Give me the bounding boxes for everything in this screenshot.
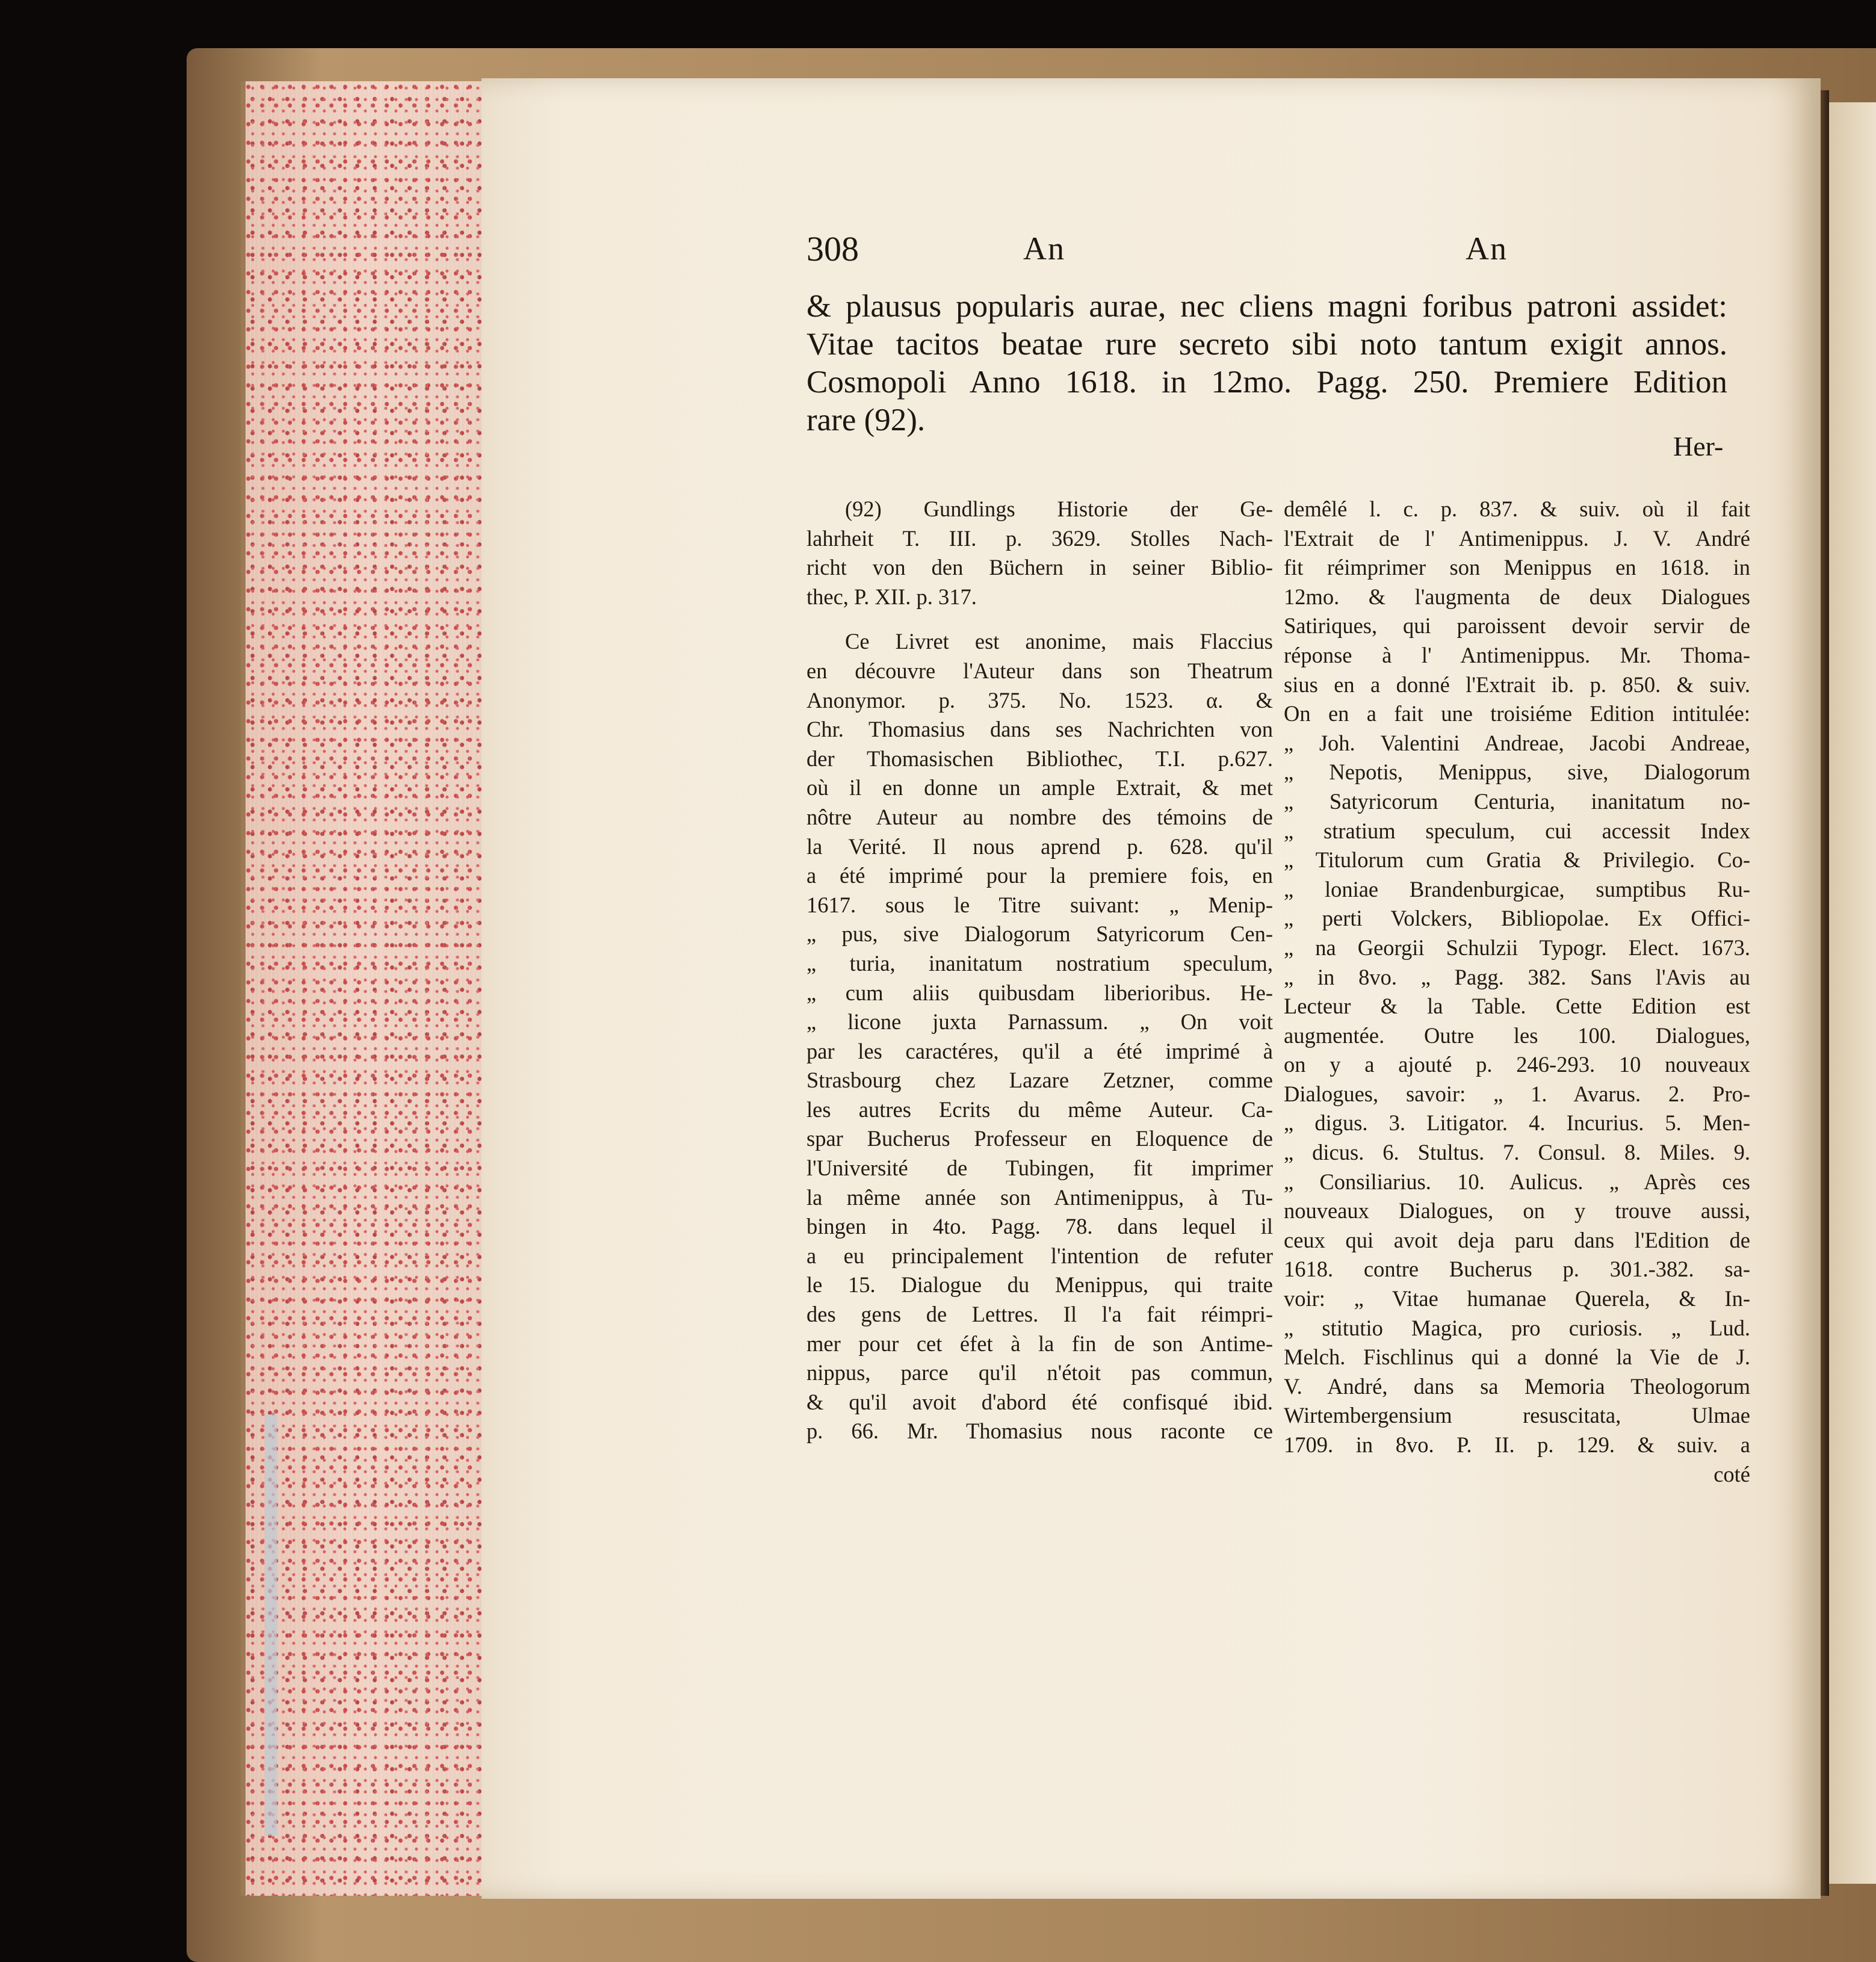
- column-line: nouveaux Dialogues, on y trouve aussi,: [1284, 1198, 1750, 1224]
- column-line: „ stratium speculum, cui accessit Index: [1284, 818, 1750, 843]
- column-line: nôtre Auteur au nombre des témoins de: [806, 804, 1273, 829]
- right-column: [1284, 495, 1750, 1489]
- main-text-line: rare (92).: [806, 403, 926, 438]
- catchword-column: coté: [1713, 1461, 1750, 1487]
- column-line: 1617. sous le Titre suivant: „ Menip-: [806, 892, 1273, 917]
- column-line: „ turia, inanitatum nostratium speculum,: [806, 950, 1273, 976]
- column-line: a été imprimé pour la premiere fois, en: [806, 863, 1273, 888]
- column-line: „ Joh. Valentini Andreae, Jacobi Andreae,: [1284, 730, 1750, 755]
- column-line: der Thomasischen Bibliothec, T.I. p.627.: [806, 746, 1273, 771]
- column-line: spar Bucherus Professeur en Eloquence de: [806, 1126, 1273, 1151]
- footnote-line: lahrheit T. III. p. 3629. Stolles Nach-: [806, 525, 1273, 551]
- column-line: Strasbourg chez Lazare Zetzner, comme: [806, 1068, 1273, 1093]
- running-head-left: An: [1023, 231, 1065, 267]
- footnote-line: (92) Gundlings Historie der Ge-: [845, 497, 1273, 521]
- column-line: ceux qui avoit deja paru dans l'Edition de: [1284, 1227, 1750, 1252]
- main-text-line: & plausus popularis aurae, nec cliens magni foribus patroni assidet:: [806, 289, 1727, 324]
- column-line: „ perti Volckers, Bibliopolae. Ex Offici-: [1284, 906, 1750, 931]
- column-line: Chr. Thomasius dans ses Nachrichten von: [806, 717, 1273, 742]
- column-line: „ na Georgii Schulzii Typogr. Elect. 1673.: [1284, 935, 1750, 960]
- column-line: on y a ajouté p. 246-293. 10 nouveaux: [1284, 1052, 1750, 1077]
- column-line: a eu principalement l'intention de refuter: [806, 1243, 1273, 1268]
- column-line: mer pour cet éfet à la fin de son Antime-: [806, 1331, 1273, 1356]
- column-line: „ Nepotis, Menippus, sive, Dialogorum: [1284, 760, 1750, 785]
- column-line: Wirtembergensium resuscitata, Ulmae: [1284, 1403, 1750, 1428]
- column-line: en découvre l'Auteur dans son Theatrum: [806, 658, 1273, 683]
- column-line: l'Extrait de l' Antimenippus. J. V. André: [1284, 525, 1750, 551]
- main-text-line: Cosmopoli Anno 1618. in 12mo. Pagg. 250. Premiere Edition: [806, 365, 1727, 400]
- column-line: „ digus. 3. Litigator. 4. Incurius. 5. Men-: [1284, 1110, 1750, 1136]
- page-number: 308: [806, 229, 859, 268]
- page-edges-tint: [265, 1414, 277, 1836]
- column-line: p. 66. Mr. Thomasius nous raconte ce: [806, 1419, 1273, 1444]
- column-line: le 15. Dialogue du Menippus, qui traite: [806, 1272, 1273, 1298]
- column-line: les autres Ecrits du même Auteur. Ca-: [806, 1097, 1273, 1122]
- column-line: On en a fait une troisiéme Edition intitulée:: [1284, 701, 1750, 726]
- column-line: bingen in 4to. Pagg. 78. dans lequel il: [806, 1214, 1273, 1239]
- column-line: Melch. Fischlinus qui a donné la Vie de J.: [1284, 1345, 1750, 1370]
- column-line: demêlé l. c. p. 837. & suiv. où il fait: [1284, 497, 1750, 521]
- column-line: fit réimprimer son Menippus en 1618. in: [1284, 555, 1750, 580]
- footnote-line: richt von den Büchern in seiner Biblio-: [806, 555, 1273, 580]
- column-line: „ Consiliarius. 10. Aulicus. „ Après ces: [1284, 1169, 1750, 1194]
- column-line: Ce Livret est anonime, mais Flaccius: [845, 629, 1273, 654]
- facing-page-edge: [1829, 102, 1876, 1884]
- running-head-right: An: [1466, 231, 1508, 267]
- main-text-block: [806, 288, 1727, 439]
- column-line: & qu'il avoit d'abord été confisqué ibid.: [806, 1389, 1273, 1414]
- column-line: Anonymor. p. 375. No. 1523. α. &: [806, 687, 1273, 713]
- main-text-line: Vitae tacitos beatae rure secreto sibi noto tantum exigit annos.: [806, 327, 1727, 362]
- column-line: la Verité. Il nous aprend p. 628. qu'il: [806, 834, 1273, 859]
- column-line: „ licone juxta Parnassum. „ On voit: [806, 1009, 1273, 1035]
- column-line: Lecteur & la Table. Cette Edition est: [1284, 994, 1750, 1019]
- column-line: Satiriques, qui paroissent devoir servir de: [1284, 613, 1750, 639]
- column-line: „ stitutio Magica, pro curiosis. „ Lud.: [1284, 1315, 1750, 1340]
- column-line: 12mo. & l'augmenta de deux Dialogues: [1284, 584, 1750, 609]
- column-line: 1709. in 8vo. P. II. p. 129. & suiv. a: [1284, 1432, 1750, 1457]
- column-line: „ dicus. 6. Stultus. 7. Consul. 8. Miles. 9.: [1284, 1140, 1750, 1165]
- column-line: des gens de Lettres. Il l'a fait réimpri-: [806, 1302, 1273, 1327]
- column-line: augmentée. Outre les 100. Dialogues,: [1284, 1023, 1750, 1048]
- left-column: [806, 495, 1273, 1446]
- column-line: nippus, parce qu'il n'étoit pas commun,: [806, 1360, 1273, 1385]
- page-edges: [241, 81, 486, 1896]
- column-line: où il en donne un ample Extrait, & met: [806, 775, 1273, 800]
- catchword-main: Her-: [1673, 431, 1724, 462]
- column-line: Dialogues, savoir: „ 1. Avarus. 2. Pro-: [1284, 1081, 1750, 1106]
- column-line: „ Titulorum cum Gratia & Privilegio. Co-: [1284, 847, 1750, 873]
- column-line: „ pus, sive Dialogorum Satyricorum Cen-: [806, 921, 1273, 947]
- column-line: voir: „ Vitae humanae Querela, & In-: [1284, 1286, 1750, 1311]
- column-line: par les caractéres, qu'il a été imprimé à: [806, 1038, 1273, 1063]
- book-gutter: [1821, 90, 1829, 1896]
- footnote-line: thec, P. XII. p. 317.: [806, 584, 977, 609]
- column-line: „ loniae Brandenburgicae, sumptibus Ru-: [1284, 876, 1750, 902]
- column-line: 1618. contre Bucherus p. 301.-382. sa-: [1284, 1257, 1750, 1282]
- column-line: sius en a donné l'Extrait ib. p. 850. & suiv.: [1284, 672, 1750, 697]
- column-line: „ in 8vo. „ Pagg. 382. Sans l'Avis au: [1284, 964, 1750, 989]
- column-line: la même année son Antimenippus, à Tu-: [806, 1184, 1273, 1210]
- column-line: „ Satyricorum Centuria, inanitatum no-: [1284, 788, 1750, 814]
- column-line: V. André, dans sa Memoria Theologorum: [1284, 1373, 1750, 1399]
- column-line: réponse à l' Antimenippus. Mr. Thoma-: [1284, 642, 1750, 667]
- column-line: l'Université de Tubingen, fit imprimer: [806, 1156, 1273, 1181]
- column-line: „ cum aliis quibusdam liberioribus. He-: [806, 980, 1273, 1005]
